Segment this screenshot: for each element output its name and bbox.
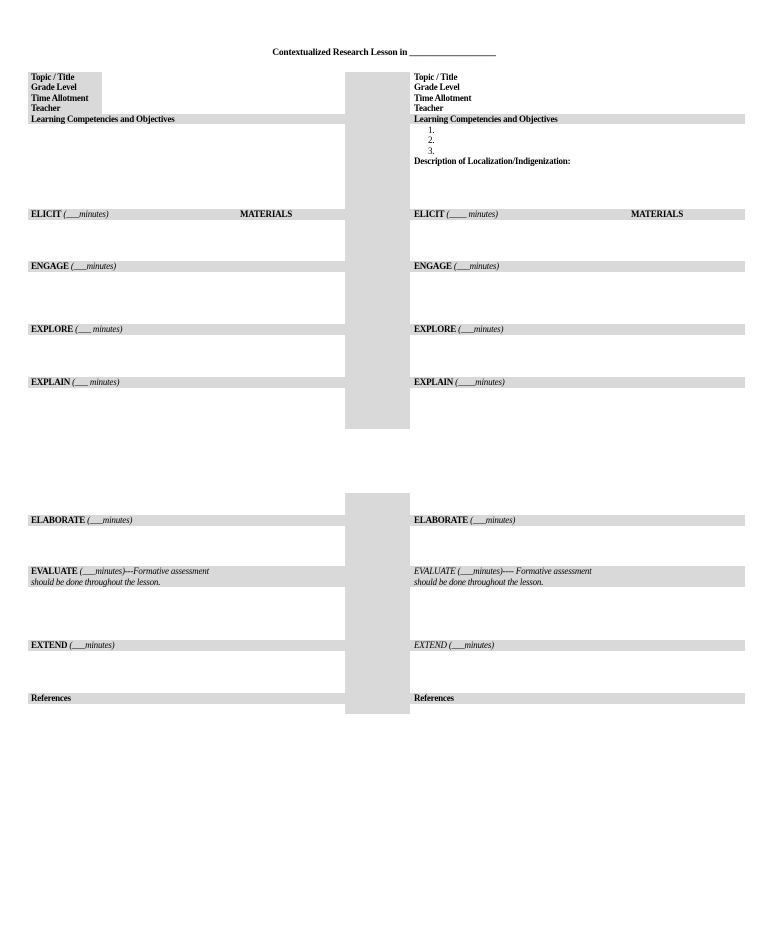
left-evaluate-note-line2: should be done throughout the lesson. [31,577,161,587]
left-grade-label: Grade Level [31,82,77,92]
right-grade-label: Grade Level [414,82,460,92]
center-divider-top [345,72,410,429]
right-objective-3: 3. [428,146,435,156]
left-explore-minutes: (___ minutes) [75,324,123,334]
left-teacher-label: Teacher [31,103,61,113]
right-time-label: Time Allotment [414,93,472,103]
left-elicit-label: ELICIT [31,209,62,219]
right-teacher-label: Teacher [414,103,444,113]
right-elicit-heading [414,209,498,220]
right-elaborate-label: ELABORATE [414,515,469,525]
right-references-bar [410,693,745,704]
right-explain-minutes: (____minutes) [455,377,505,387]
right-explore-minutes: (___minutes) [458,324,504,334]
right-topic-label: Topic / Title [414,72,458,82]
left-extend-minutes: (___minutes) [69,640,115,650]
right-elicit-label: ELICIT [414,209,445,219]
left-competencies-label: Learning Competencies and Objectives [31,114,175,124]
right-materials-label: MATERIALS [631,209,684,219]
right-extend-label: EXTEND (___minutes) [414,640,494,650]
right-explain-label: EXPLAIN [414,377,454,387]
right-explore-label: EXPLORE [414,324,457,334]
left-explain-heading [31,377,119,388]
right-evaluate-note-line2: should be done throughout the lesson. [414,577,544,587]
left-engage-label: ENGAGE [31,261,69,271]
left-engage-minutes: (___minutes) [70,261,116,271]
left-topic-label: Topic / Title [31,72,75,82]
left-explore-heading [31,324,122,335]
right-elicit-minutes: (____ minutes) [446,209,498,219]
right-objective-2: 2. [428,135,435,145]
left-explain-label: EXPLAIN [31,377,71,387]
left-engage-heading [31,261,116,272]
left-elaborate-heading [31,515,132,526]
left-time-label: Time Allotment [31,93,89,103]
left-elaborate-minutes: (___minutes) [87,515,133,525]
left-references-label: References [31,693,71,703]
left-extend-label: EXTEND [31,640,68,650]
right-elaborate-minutes: (___minutes) [470,515,516,525]
center-divider-bottom [345,493,410,714]
right-description-label: Description of Localization/Indigenization: [414,156,571,166]
right-elaborate-heading [414,515,515,526]
right-engage-heading [414,261,499,272]
left-elaborate-label: ELABORATE [31,515,86,525]
left-references-bar [28,693,345,704]
left-elicit-minutes: (___minutes) [63,209,109,219]
right-references-label: References [414,693,454,703]
left-evaluate-note: (___minutes)---Formative assessment [79,566,209,576]
right-competencies-label: Learning Competencies and Objectives [414,114,558,124]
right-explore-heading [414,324,503,335]
right-explain-heading [414,377,505,388]
right-evaluate-note: EVALUATE (___minutes)---- Formative assessment [414,566,592,576]
left-materials-label: MATERIALS [240,209,293,219]
right-engage-label: ENGAGE [414,261,452,271]
left-evaluate-heading [31,566,209,577]
left-extend-heading [31,640,114,651]
document-title: Contextualized Research Lesson in ___________________ [272,48,496,58]
left-explain-minutes: (___ minutes) [72,377,120,387]
right-engage-minutes: (___minutes) [453,261,499,271]
right-objective-1: 1. [428,125,435,135]
left-explore-label: EXPLORE [31,324,74,334]
left-evaluate-label: EVALUATE [31,566,78,576]
left-elicit-heading [31,209,108,220]
